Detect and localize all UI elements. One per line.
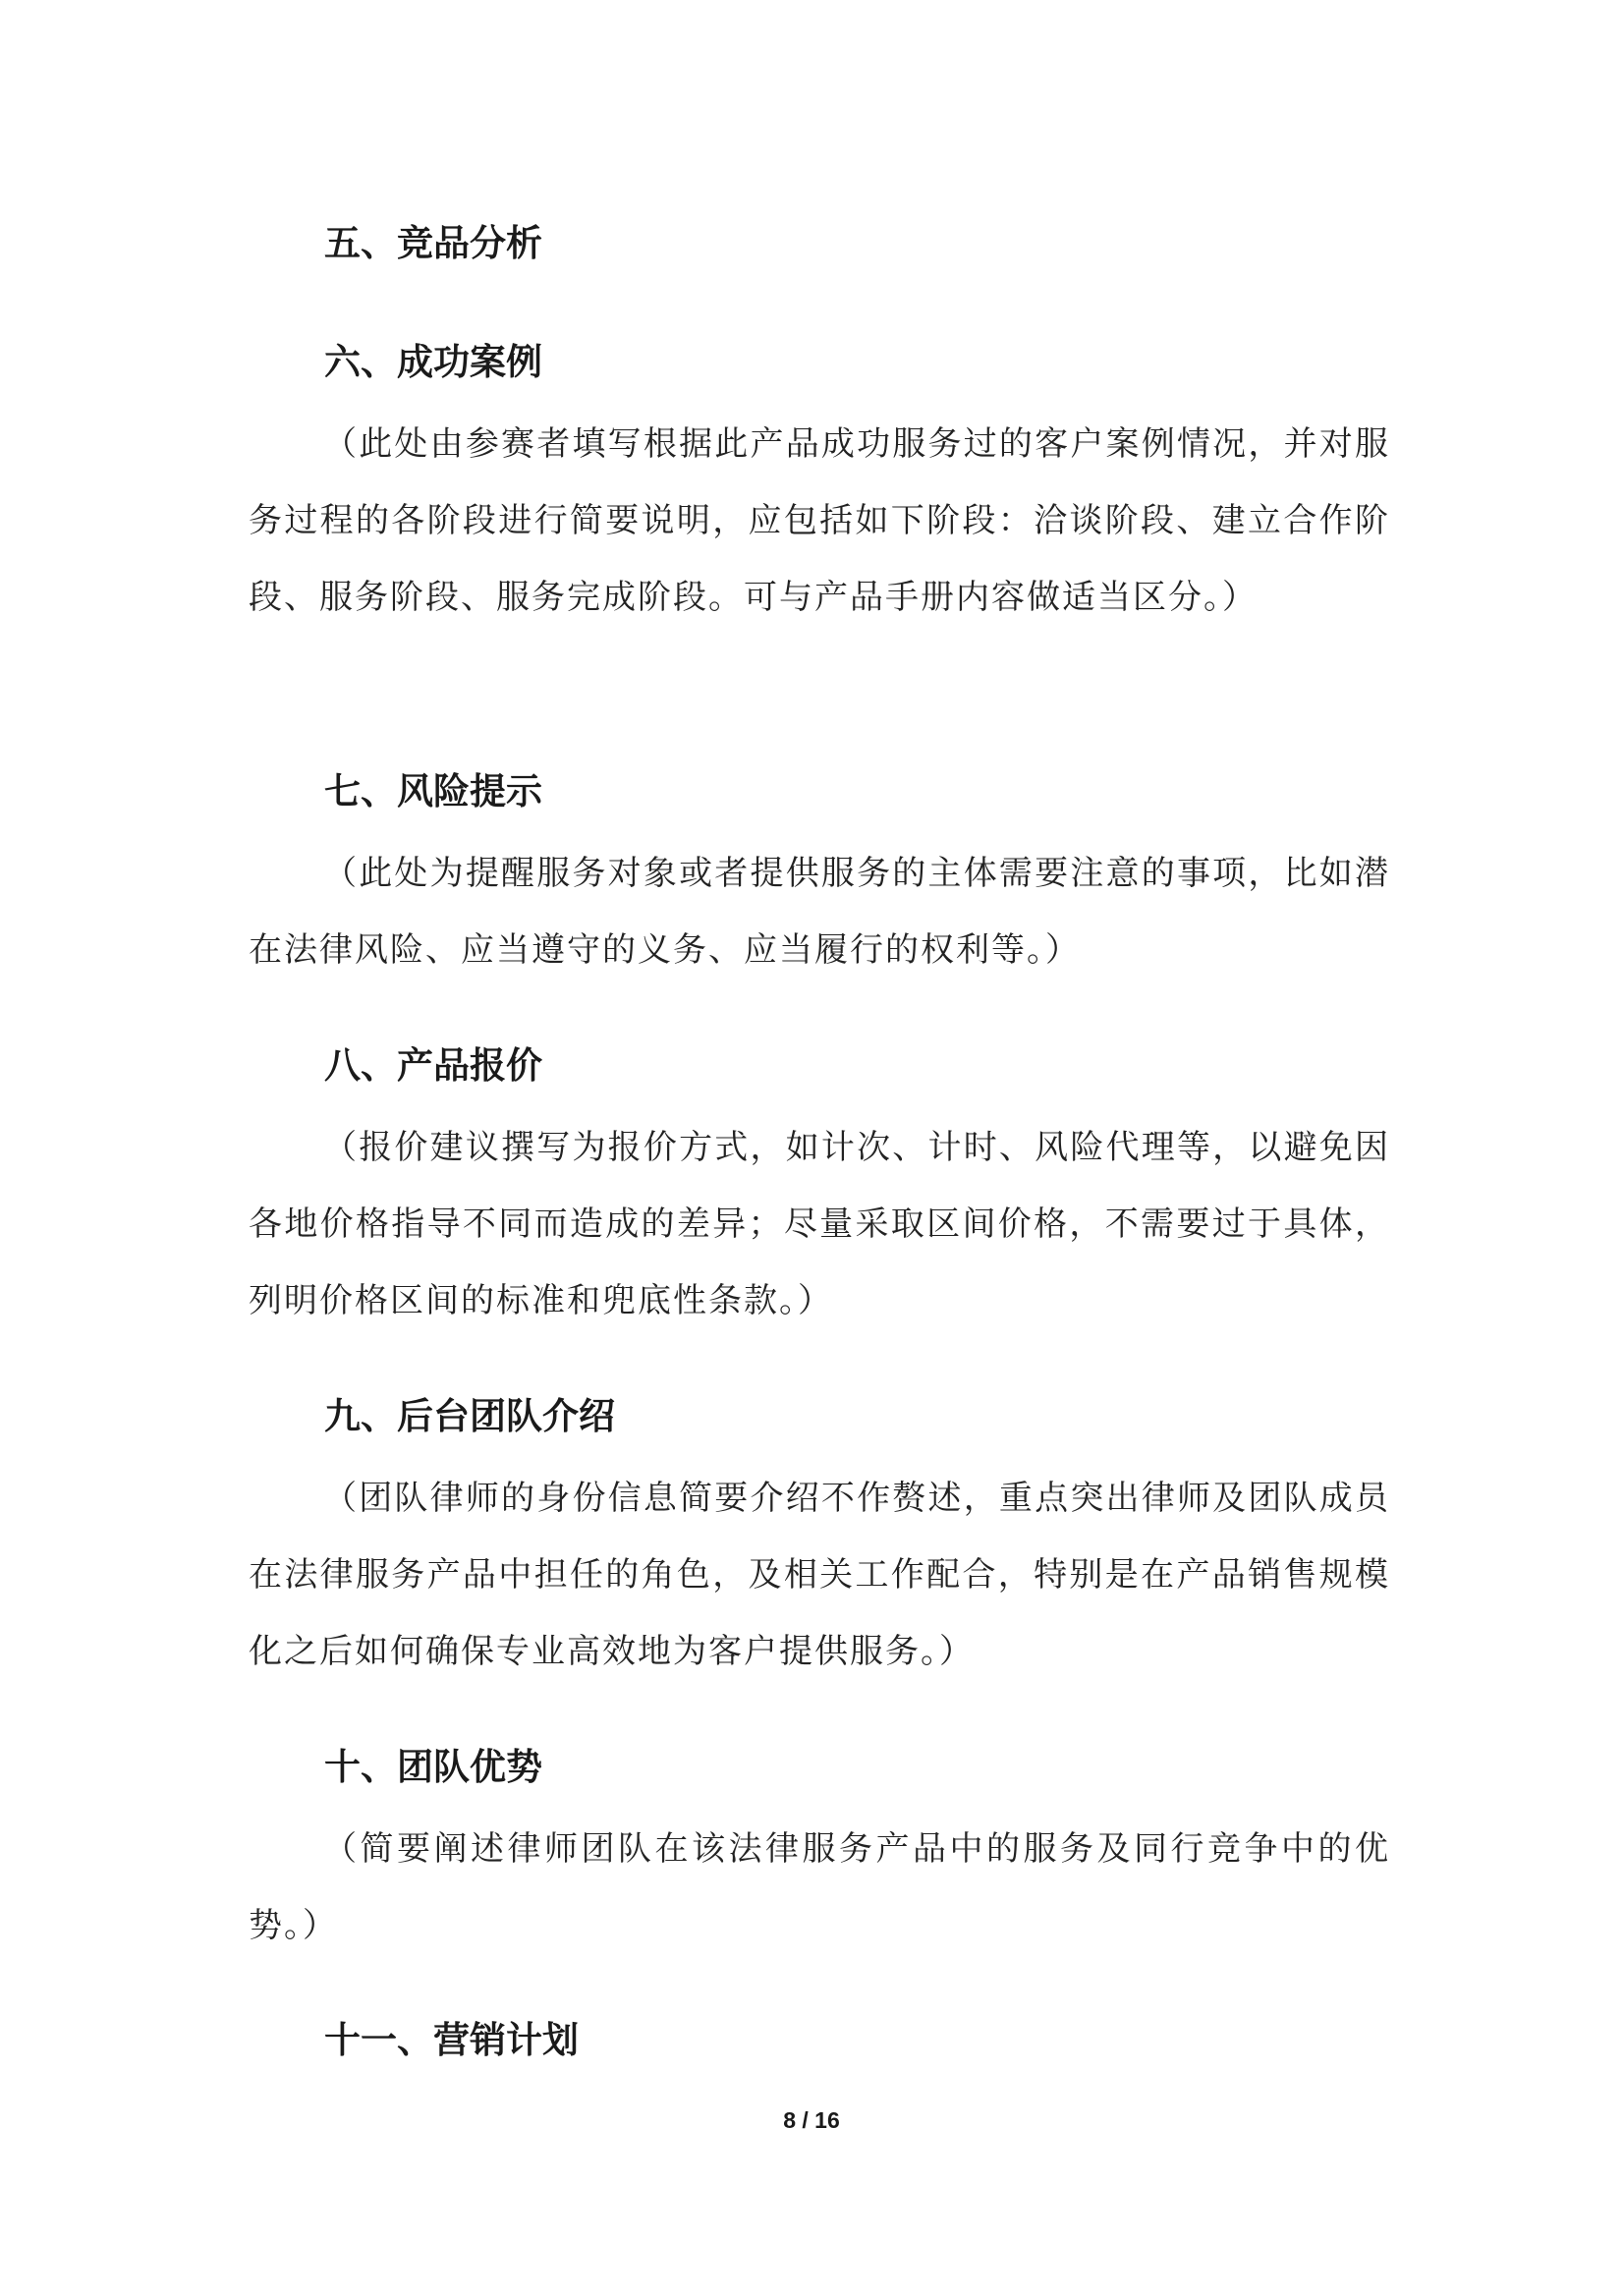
section-heading-8: 八、产品报价 (324, 1044, 542, 1087)
section-body-6: （此处由参赛者填写根据此产品成功服务过的客户案例情况，并对服务过程的各阶段进行简要说明，应包括如下阶段：洽谈阶段、建立合作阶段、服务阶段、服务完成阶段。可与产品手册内容做适当区分。） (249, 424, 1390, 617)
section-heading-7: 七、风险提示 (324, 770, 542, 812)
section-body-9: （团队律师的身份信息简要介绍不作赘述，重点突出律师及团队成员在法律服务产品中担任的角色，及相关工作配合，特别是在产品销售规模化之后如何确保专业高效地为客户提供服务。） (249, 1479, 1390, 1671)
section-heading-11: 十一、营销计划 (324, 2019, 579, 2061)
section-body-8: （报价建议撰写为报价方式，如计次、计时、风险代理等，以避免因各地价格指导不同而造成的差异；尽量采取区间价格，不需要过于具体，列明价格区间的标准和兜底性条款。） (249, 1128, 1390, 1320)
page-number: 8 / 16 (783, 2107, 840, 2133)
section-heading-6: 六、成功案例 (324, 341, 542, 383)
section-heading-10: 十、团队优势 (324, 1746, 542, 1788)
section-heading-9: 九、后台团队介绍 (324, 1395, 615, 1437)
section-body-7: （此处为提醒服务对象或者提供服务的主体需要注意的事项，比如潜在法律风险、应当遵守的义务、应当履行的权利等。） (249, 854, 1390, 970)
section-body-10: （简要阐述律师团队在该法律服务产品中的服务及同行竞争中的优势。） (249, 1829, 1390, 1945)
section-heading-5: 五、竞品分析 (324, 222, 542, 264)
